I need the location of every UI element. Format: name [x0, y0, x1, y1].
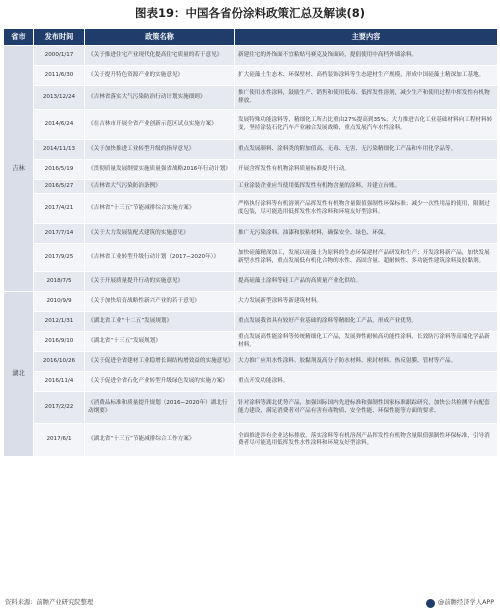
column-header-province: 省市	[4, 29, 34, 46]
date-cell: 2012/1/31	[34, 312, 85, 332]
policy-name-cell: 《关于促进全省建材工业稳增长调结构增效益的实施意见》	[85, 352, 235, 372]
date-cell: 2014/11/13	[34, 140, 85, 160]
content-cell: 工业涂装企业应当使用低挥发性有机物含量的涂料，并建立台账。	[235, 180, 498, 194]
content-cell: 发展特殊功能涂料等，精细化工所占比重由27%提高到35%；大力推进吉化工业基础材料向工程材料转变，坚持涂装石化汽车产业融合发展战略，重点发展汽车水性涂料。	[235, 110, 498, 140]
table-header-row	[4, 29, 498, 46]
table-row	[4, 352, 498, 372]
table-row	[4, 46, 498, 66]
date-cell: 2017/2/22	[34, 392, 85, 424]
province-cell: 吉林	[4, 46, 34, 292]
policy-name-cell: 《关于开展质量提升行动的实施意见》	[85, 272, 235, 292]
date-cell: 2016/11/4	[34, 372, 85, 392]
date-cell: 2017/7/14	[34, 224, 85, 244]
content-cell: 大力发展新型涂料等新建筑材料。	[235, 292, 498, 312]
policy-name-cell: 《关于加快培育战略性新兴产业的若干意见》	[85, 292, 235, 312]
content-cell: 重点发展颜料、涂料类的附加值高、无毒、无害、无污染精细化工产品和车用化学品等。	[235, 140, 498, 160]
date-cell: 2000/1/17	[34, 46, 85, 66]
content-cell: 新建住宅的外饰面不宜粘贴马赛克及饰面砖，提倡使用中高档外墙涂料。	[235, 46, 498, 66]
date-cell: 2016/5/27	[34, 180, 85, 194]
content-cell: 大力推广应用水性涂料、胶黏剂及高分子防水材料、密封材料、热反射膜、管材等产品。	[235, 352, 498, 372]
table-row	[4, 140, 498, 160]
policy-name-cell: 《关于推进住宅产业现代化提高住宅质量的若干意见》	[85, 46, 235, 66]
content-cell: 重点发展高性能涂料等传统精细化工产品，发展弹性耐候高功能性涂料、长效防污涂料等高端化学品新材料。	[235, 332, 498, 352]
table-row	[4, 180, 498, 194]
table-row	[4, 372, 498, 392]
table-row	[4, 332, 498, 352]
content-cell: 扩大硅藻土生态木、环保壁材、高档装饰涂料等生态建材生产规模，形成中国硅藻土精深加工基地。	[235, 66, 498, 86]
table-row	[4, 312, 498, 332]
policy-name-cell: 《消费品标准和质量提升规划（2016−2020年）湖北行动纲要》	[85, 392, 235, 424]
column-header-content: 主要内容	[235, 29, 498, 46]
table-row	[4, 224, 498, 244]
policy-name-cell: 《吉林省工业转型升级行动计划（2017−2020年）》	[85, 244, 235, 272]
date-cell: 2014/6/24	[34, 110, 85, 140]
column-header-date: 发布时间	[34, 29, 85, 46]
content-cell: 重点开发功能涂料。	[235, 372, 498, 392]
policy-name-cell: 《在吉林市开展全省产业创新示范区试点实施方案》	[85, 110, 235, 140]
table-row	[4, 86, 498, 110]
brand-label: @前瞻经济学人APP	[438, 599, 494, 606]
table-row	[4, 110, 498, 140]
policy-name-cell: 《吉林省大气污染防治条例》	[85, 180, 235, 194]
content-cell: 提高硅藻土涂料等硅工产品的高质量产业化供给。	[235, 272, 498, 292]
policy-name-cell: 《湖北省“十三五”节能减排综合工作方案》	[85, 424, 235, 457]
date-cell: 2018/7/5	[34, 272, 85, 292]
date-cell: 2011/6/30	[34, 66, 85, 86]
policy-name-cell: 《关于大力发展装配式建筑的实施意见》	[85, 224, 235, 244]
table-row	[4, 244, 498, 272]
brand-logo-icon	[426, 599, 435, 608]
content-cell: 严格执行涂料等有机溶剂产品挥发性有机物含量限值强制性环保标准；减少一次性用品的使用，限制过度包装，尽可能选用低挥发性水性涂料和环境友好型涂料。	[235, 194, 498, 224]
date-cell: 2013/12/24	[34, 86, 85, 110]
table-row	[4, 194, 498, 224]
source-note: 资料来源：前瞻产业研究院整理	[5, 599, 94, 606]
content-cell: 推广使用水性涂料，鼓励生产、销售和使用低毒、低挥发性溶剂，减少生产和使用过程中挥发性有机物排放。	[235, 86, 498, 110]
brand-mark	[426, 596, 494, 610]
table-row	[4, 160, 498, 180]
footer	[0, 596, 500, 610]
date-cell: 2017/4/21	[34, 194, 85, 224]
date-cell: 2016/5/19	[34, 160, 85, 180]
table-row	[4, 272, 498, 292]
date-cell: 2010/9/9	[34, 292, 85, 312]
policy-name-cell: 《关于促进全省石化产业转型升级绿色发展的实施方案》	[85, 372, 235, 392]
content-cell: 开展含挥发性有机物涂料质量标准提升行动。	[235, 160, 498, 180]
table-row	[4, 66, 498, 86]
content-cell: 全面推进涉有企业达标排放，落实涂料等有机溶剂产品挥发性有机物含量限值强制性环保标准，引导消费者尽可能选用低挥发性水性涂料和环境友好型涂料。	[235, 424, 498, 457]
policy-name-cell: 《湖北省工业“十二五”发展规划》	[85, 312, 235, 332]
policy-name-cell: 《关于加快推进工业转型升级的指导意见》	[85, 140, 235, 160]
content-cell: 推广无污染涂料、油漆和胶粘材料，确保安全、绿色、环保。	[235, 224, 498, 244]
date-cell: 2016/10/26	[34, 352, 85, 372]
content-cell: 加快硅藻精深加工，发展以硅藻土为原料的生态环保建材产品研发和生产；开发涂料新产品，加快发展新型水性涂料，重点发展低有机化合物的水性、高固含量、超耐候性、多功能性建筑涂料及胶黏剂。	[235, 244, 498, 272]
table-row	[4, 292, 498, 312]
page-title: 图表19：中国各省份涂料政策汇总及解读(8)	[134, 6, 365, 20]
policy-name-cell: 《吉林省落实大气污染防治行动计划实施细则》	[85, 86, 235, 110]
date-cell: 2017/6/1	[34, 424, 85, 457]
column-header-policy-name: 政策名称	[85, 29, 235, 46]
date-cell: 2017/9/25	[34, 244, 85, 272]
table-body	[4, 46, 498, 457]
policy-name-cell: 《贯彻质量发展纲要实施质量强省战略2016年行动计划》	[85, 160, 235, 180]
policy-name-cell: 《湖北省“十三五”发展规划》	[85, 332, 235, 352]
date-cell: 2016/9/10	[34, 332, 85, 352]
province-cell: 湖北	[4, 292, 34, 457]
content-cell: 重点发展我省具有较好产业基础的涂料等精细化工产品，形成产业优势。	[235, 312, 498, 332]
policy-name-cell: 《吉林省“十三五”节能减排综合实施方案》	[85, 194, 235, 224]
table-row	[4, 392, 498, 424]
policy-name-cell: 《关于提升特色资源产业的实施意见》	[85, 66, 235, 86]
policy-table	[3, 28, 498, 457]
table-row	[4, 424, 498, 457]
content-cell: 针对涂料等湖北优势产品，加强国际国内先进标准和强制性国家标准跟踪研究，加快公共检测平台配套能力建设，满足消费者对产品有害有毒物质、安全性能、环保性能等方面的要求。	[235, 392, 498, 424]
